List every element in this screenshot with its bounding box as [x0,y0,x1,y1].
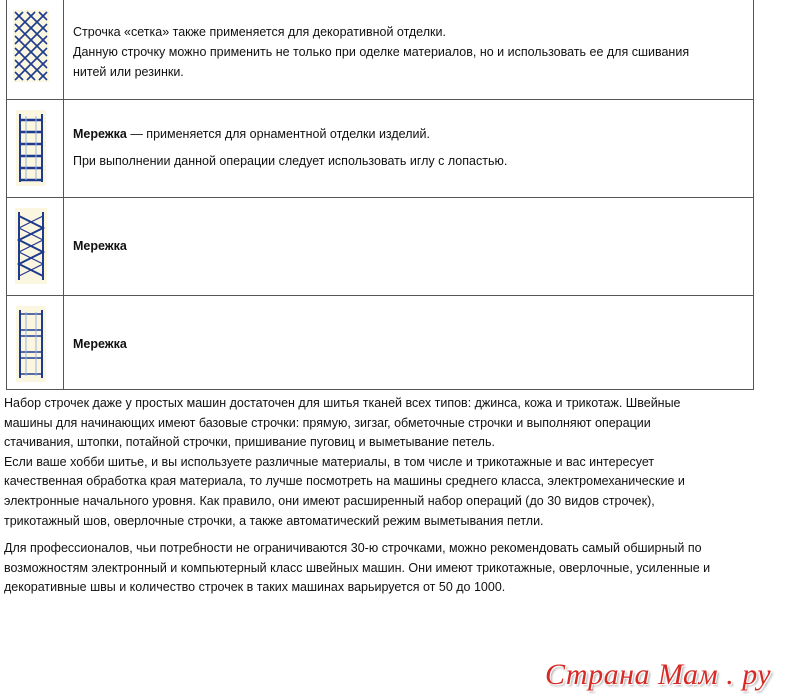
hemstitch-box-icon [16,306,46,382]
row-line: Мережка — применяется для орнаментной отделки изделий. [73,127,430,141]
site-watermark: Страна Мам . ру [545,658,772,691]
row-text [73,334,745,354]
paragraph-line: Для профессионалов, чьи потребности не ограничиваются 30-ю строчками, можно рекомендовать самый обширный по [4,541,702,555]
hemstitch-zigzag-icon [15,208,47,284]
stitch-table [6,0,754,390]
row-text [73,236,745,256]
row-line: Мережка [73,337,127,351]
cross-mesh-stitch-icon [13,10,49,82]
paragraph-line: трикотажный шов, оверлочные строчки, а также автоматический режим выметывания петли. [4,513,544,528]
row-line: нитей или резинки. [73,65,184,79]
paragraph-line: Набор строчек даже у простых машин достаточен для шитья тканей всех типов: джинса, кожа и трикотаж. Швейные [4,396,681,410]
icon-cell [7,296,64,390]
paragraph-machines [4,394,754,531]
table-row [7,0,753,100]
row-line: Строчка «сетка» также применяется для декоративной отделки. [73,25,446,39]
row-line: Данную строчку можно применить не только при оделке материалов, но и использовать ее для сшивания [73,45,690,59]
table-row [7,198,753,296]
table-row [7,296,753,390]
paragraph-line: декоративные швы и количество строчек в таких машинах варьируется от 50 до 1000. [4,580,506,595]
paragraph-line: электронные начального уровня. Как правило, они имеют расширенный набор операций (до 30 видов строчек), [4,493,655,508]
paragraph-professionals [4,539,754,598]
row-text [73,124,745,171]
row-line: При выполнении данной операции следует использовать иглу с лопастью. [73,154,508,168]
icon-cell [7,100,64,197]
hemstitch-ladder-icon [16,110,46,186]
icon-cell [7,198,64,295]
paragraph-line: машины для начинающих имеют базовые строчки: прямую, зигзаг, обметочные строчки и выполняют операции [4,415,651,430]
table-row [7,100,753,198]
paragraph-line: стачивания, штопки, потайной строчки, пришивание пуговиц и выметывание петель. [4,435,495,450]
row-text [73,22,745,82]
paragraph-line: Если ваше хобби шитье, и вы используете различные материалы, в том числе и трикотажные и вас интересует [4,454,655,469]
paragraph-line: качественная обработка края материала, то лучше посмотреть на машины среднего класса, электромеханические и [4,474,685,489]
row-line: Мережка [73,239,127,253]
icon-cell [7,0,64,99]
paragraph-line: возможностям электронный и компьютерный класс швейных машин. Они имеют трикотажные, оверлочные, усиленные и [4,560,711,575]
